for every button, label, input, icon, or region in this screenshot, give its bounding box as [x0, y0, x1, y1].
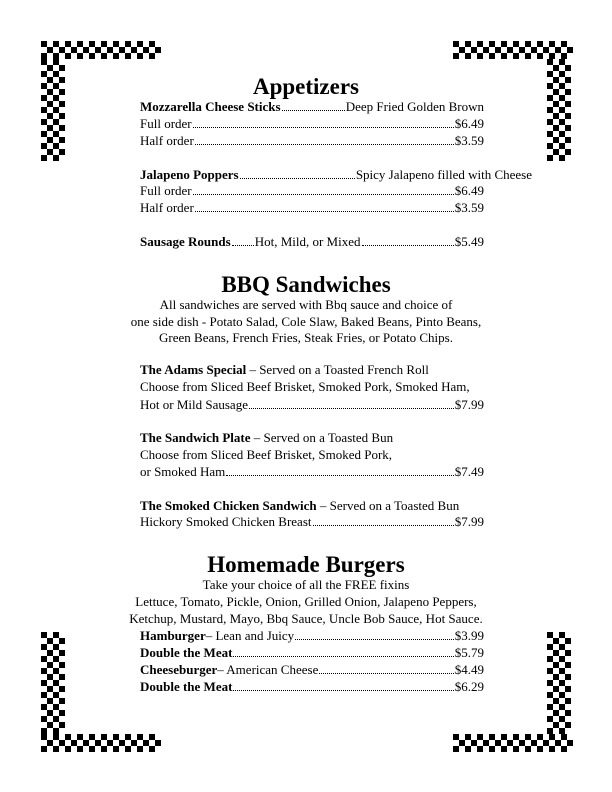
price: $3.59 — [454, 200, 484, 215]
item-name: The Smoked Chicken Sandwich — [140, 498, 317, 513]
dot-leader — [240, 178, 355, 179]
item-name: Sausage Rounds — [140, 234, 231, 249]
item-description: Hickory Smoked Chicken Breast — [140, 514, 312, 529]
price: $6.29 — [454, 679, 484, 694]
item-description: – Served on a Toasted French Roll — [246, 362, 429, 377]
menu-item-sausage-rounds — [140, 233, 484, 250]
item-description-line: Choose from Sliced Beef Brisket, Smoked Pork, Smoked Ham, — [140, 379, 470, 394]
bbq-intro-line: one side dish - Potato Salad, Cole Slaw, Baked Beans, Pinto Beans, — [130, 314, 482, 329]
menu-option-full — [140, 115, 484, 132]
dot-leader — [249, 408, 454, 409]
menu-item-hamburger — [140, 627, 484, 644]
dot-leader — [319, 673, 453, 674]
dot-leader — [313, 525, 454, 526]
burgers-intro-line: Ketchup, Mustard, Mayo, Bbq Sauce, Uncle Bob Sauce, Hot Sauce. — [129, 611, 483, 626]
menu-price-row — [140, 463, 484, 480]
item-description: – Served on a Toasted Bun — [250, 430, 394, 445]
price: $3.59 — [454, 133, 484, 148]
item-name: Mozzarella Cheese Sticks — [140, 99, 281, 114]
dot-leader — [282, 110, 345, 111]
dot-leader — [362, 245, 454, 246]
menu-item-double-meat — [140, 678, 484, 695]
price: $6.49 — [454, 183, 484, 198]
section-title-burgers: Homemade Burgers — [207, 552, 405, 577]
dot-leader — [195, 144, 454, 145]
item-name: Double the Meat — [140, 679, 233, 694]
item-description: – Served on a Toasted Bun — [316, 498, 460, 513]
menu-item-double-meat — [140, 644, 484, 661]
item-description: Deep Fried Golden Brown — [345, 99, 484, 114]
option-label: Half order — [140, 200, 194, 215]
menu-item-sandwich-plate — [140, 429, 393, 446]
menu-item-jalapeno-poppers — [140, 166, 532, 183]
item-name: Double the Meat — [140, 645, 233, 660]
item-description-line: Choose from Sliced Beef Brisket, Smoked Pork, — [140, 447, 393, 462]
price: $7.49 — [454, 464, 484, 479]
item-name: The Adams Special — [140, 362, 247, 377]
menu-price-row — [140, 513, 484, 530]
option-label: Full order — [140, 116, 192, 131]
dot-leader — [193, 194, 454, 195]
menu-item-smoked-chicken — [140, 497, 459, 514]
menu-item-adams-special — [140, 361, 429, 378]
section-title-appetizers: Appetizers — [252, 74, 360, 99]
item-description: – Lean and Juicy — [205, 628, 295, 643]
item-name: The Sandwich Plate — [140, 430, 251, 445]
menu-option-half — [140, 199, 484, 216]
price: $7.99 — [454, 514, 484, 529]
price: $4.49 — [454, 662, 484, 677]
dot-leader — [232, 245, 254, 246]
menu-option-half — [140, 132, 484, 149]
dot-leader — [226, 475, 454, 476]
dot-leader — [233, 656, 453, 657]
item-description: Spicy Jalapeno filled with Cheese — [355, 167, 532, 182]
item-description: or Smoked Ham — [140, 464, 226, 479]
dot-leader — [233, 690, 453, 691]
burgers-intro-line: Lettuce, Tomato, Pickle, Onion, Grilled Onion, Jalapeno Peppers, — [135, 594, 477, 609]
dot-leader — [193, 127, 454, 128]
bbq-intro-line: Green Beans, French Fries, Steak Fries, or Potato Chips. — [159, 330, 453, 345]
price: $5.79 — [454, 645, 484, 660]
menu-price-row — [140, 396, 484, 413]
option-label: Full order — [140, 183, 192, 198]
item-name: Jalapeno Poppers — [140, 167, 239, 182]
option-label: Half order — [140, 133, 194, 148]
item-name: Hamburger — [140, 628, 206, 643]
dot-leader — [195, 211, 454, 212]
item-description: – American Cheese — [217, 662, 319, 677]
section-title-bbq: BBQ Sandwiches — [221, 272, 391, 297]
menu-item-cheeseburger — [140, 661, 484, 678]
item-name: Cheeseburger — [140, 662, 218, 677]
price: $7.99 — [454, 397, 484, 412]
item-description: Hot, Mild, or Mixed — [254, 234, 361, 249]
bbq-intro-line: All sandwiches are served with Bbq sauce and choice of — [159, 297, 453, 312]
dot-leader — [295, 639, 454, 640]
item-description: Hot or Mild Sausage — [140, 397, 248, 412]
menu-item-mozzarella — [140, 98, 484, 115]
menu-option-full — [140, 182, 484, 199]
burgers-intro-line: Take your choice of all the FREE fixins — [202, 577, 410, 592]
price: $5.49 — [454, 234, 484, 249]
price: $6.49 — [454, 116, 484, 131]
price: $3.99 — [454, 628, 484, 643]
